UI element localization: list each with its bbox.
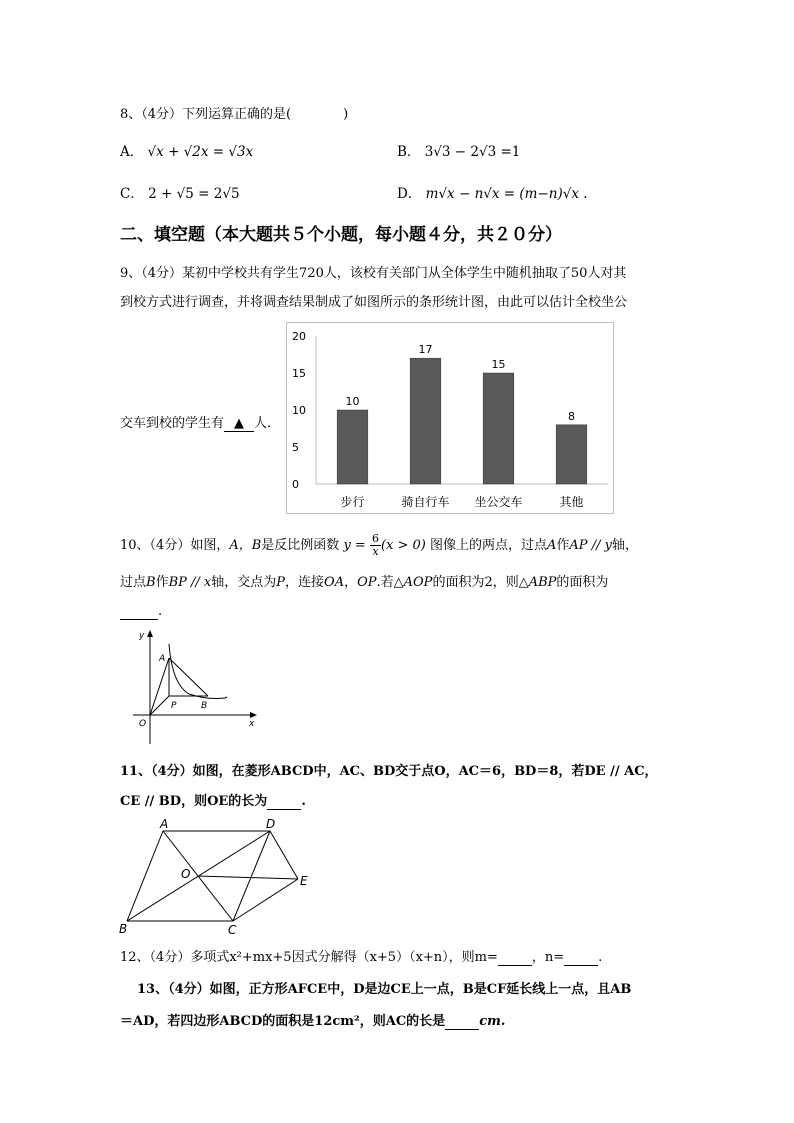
expr-part: √3x <box>228 144 254 160</box>
segment-oa <box>150 658 169 715</box>
x-axis-arrow <box>250 712 257 718</box>
expr-part: = <box>198 186 210 202</box>
data-label: 15 <box>491 358 506 371</box>
q10-line3 <box>120 604 162 620</box>
q10-text: 的面积为 <box>556 575 609 590</box>
q12-text: 12、（4分）多项式x²+mx+5因式分解得（x+5）（x+n），则m= <box>120 950 498 965</box>
q10-line2 <box>120 571 608 590</box>
expr-part: 2√5 <box>213 186 240 202</box>
q10-points: A，B <box>229 538 262 553</box>
expr-part: = <box>212 144 225 160</box>
segment-dc <box>233 831 270 921</box>
q10-line1 <box>120 533 638 558</box>
q11-line1: 11、（4分）如图，在菱形ABCD中，AC、BD交于点O，AC＝6，BD＝8，若DE // AC， <box>120 764 658 779</box>
label-o: O <box>181 867 191 881</box>
bar <box>556 425 587 484</box>
q10-text: 的面积为2，则△ <box>432 575 529 590</box>
q9-line3 <box>120 412 271 432</box>
label-a: A <box>160 817 169 831</box>
segment-ab <box>127 831 163 921</box>
data-label: 8 <box>568 409 575 423</box>
q10-text-end: . <box>158 604 163 619</box>
q8-option-b <box>397 140 520 160</box>
q13-line1: 13、（4分）如图，正方形AFCE中，D是边CE上一点，B是CF延长线上一点，且AB <box>137 982 632 997</box>
q12-text-mid: ，n= <box>531 950 565 965</box>
label-d: D <box>266 817 276 831</box>
y-tick-label: 5 <box>292 441 299 454</box>
func-numerator: 6 <box>371 532 379 545</box>
q10-var: OP <box>357 575 377 590</box>
answer-blank <box>120 604 158 620</box>
bar <box>337 410 368 484</box>
label-c: C <box>228 923 237 936</box>
q10-text: 作 <box>155 575 169 590</box>
q10-text: 图像上的两点，过点 <box>430 538 548 553</box>
expr-part: + <box>168 144 180 160</box>
q10-text: 轴， <box>611 538 638 553</box>
answer-blank <box>445 1014 479 1030</box>
label-a: A <box>159 654 166 664</box>
q9-text-end: 人. <box>254 416 272 431</box>
q10-text: 10、（4分）如图， <box>120 538 230 553</box>
expr-part: + <box>161 186 173 202</box>
q10-var: AOP <box>403 575 433 590</box>
q10-text: ，连接 <box>285 575 325 590</box>
curve-tail <box>225 697 227 698</box>
q10-text: 过点 <box>120 575 147 590</box>
category-label: 步行 <box>340 495 365 509</box>
q10-text: 轴，交点为 <box>211 575 277 590</box>
label-y: y <box>139 631 145 641</box>
expr-part: =1 <box>500 144 521 160</box>
q8-option-c <box>120 182 240 202</box>
section-heading: 二、填空题（本大题共５个小题，每小题４分，共２０分） <box>120 225 562 245</box>
q8-option-d <box>397 182 588 202</box>
q13-text: ＝AD，若四边形ABCD的面积是12cm²，则AC的长是 <box>120 1014 446 1029</box>
expr-part: 2 <box>148 186 157 202</box>
label-x: x <box>249 719 255 729</box>
category-label: 坐公交车 <box>474 495 523 509</box>
q9-text: 交车到校的学生有 <box>120 416 225 431</box>
label-p: P <box>171 701 177 711</box>
q10-text: .若△ <box>376 575 404 590</box>
expr-part: 2√3 <box>470 144 497 160</box>
y-tick-label: 10 <box>292 404 306 417</box>
q10-var: B <box>146 575 156 590</box>
expr-part: m√x <box>425 186 455 202</box>
q10-text: ， <box>344 575 358 590</box>
func-denominator: x <box>372 545 379 558</box>
option-label: D． <box>397 186 422 202</box>
func-y: y = <box>343 538 366 553</box>
q10-var: ABP <box>528 575 557 590</box>
q13-unit: cm. <box>479 1014 506 1029</box>
q10-var: BP // x <box>168 575 212 590</box>
label-e: E <box>300 874 308 888</box>
q10-var: A <box>547 538 557 553</box>
expr-part: 3√3 <box>424 144 451 160</box>
hyperbola-curve <box>169 644 225 699</box>
category-label: 骑自行车 <box>401 495 450 509</box>
y-tick-label: 0 <box>292 478 299 491</box>
answer-blank-m <box>498 950 532 966</box>
q10-var: P <box>276 575 286 590</box>
bar-chart <box>286 322 614 514</box>
label-b: B <box>201 701 208 711</box>
func-condition: (x > 0) <box>380 538 426 553</box>
expr-part: √x <box>147 144 164 160</box>
q10-figure <box>125 628 265 746</box>
q11-text-end: . <box>301 794 306 809</box>
q8-stem: 8、（4分）下列运算正确的是( ) <box>120 107 349 122</box>
segment-ce <box>233 879 298 921</box>
answer-blank: ▲ <box>224 416 254 432</box>
func-fraction <box>370 533 381 558</box>
q10-text: 是反比例函数 <box>261 538 340 553</box>
q12-text-end: . <box>598 950 603 965</box>
q13-line2 <box>120 1010 505 1030</box>
answer-blank-n <box>564 950 598 966</box>
expr-part: n√x <box>474 186 500 202</box>
option-label: A． <box>120 144 144 160</box>
data-label: 10 <box>345 395 360 408</box>
answer-blank <box>267 794 301 810</box>
y-tick-label: 15 <box>292 367 306 380</box>
q10-var: OA <box>324 575 345 590</box>
option-label: B． <box>397 144 421 160</box>
chart-frame <box>287 323 614 514</box>
expr-part: − <box>454 144 467 160</box>
expr-part: √5 <box>176 186 194 202</box>
q11-figure <box>115 816 325 936</box>
segment-ab <box>169 658 208 696</box>
option-label: C． <box>120 186 144 202</box>
q11-line2 <box>120 790 306 810</box>
bar <box>483 373 514 484</box>
q9-line1: 9、（4分）某初中学校共有学生720人，该校有关部门从全体学生中随机抽取了50人对其 <box>120 266 627 281</box>
q12-line <box>120 946 602 966</box>
q11-text: CE // BD，则OE的长为 <box>120 794 268 809</box>
label-o: O <box>139 719 147 729</box>
q9-line2: 到校方式进行调查，并将调查结果制成了如图所示的条形统计图，由此可以估计全校坐公 <box>120 295 628 310</box>
q10-text: 作 <box>556 538 570 553</box>
expr-part: − <box>458 186 471 202</box>
q10-var: AP // y <box>569 538 612 553</box>
y-tick-label: 20 <box>292 330 306 343</box>
segment-de <box>270 831 298 879</box>
category-label: 其他 <box>559 495 584 509</box>
expr-part: (m−n)√x <box>519 186 579 202</box>
data-label: 17 <box>418 343 433 357</box>
segment-oe <box>198 876 298 879</box>
expr-part: = <box>503 186 516 202</box>
q8-option-a <box>120 140 253 160</box>
expr-part: √2x <box>183 144 209 160</box>
y-axis-arrow <box>147 630 153 637</box>
bar <box>410 358 441 484</box>
label-b: B <box>119 922 128 936</box>
expr-part: . <box>583 186 588 202</box>
